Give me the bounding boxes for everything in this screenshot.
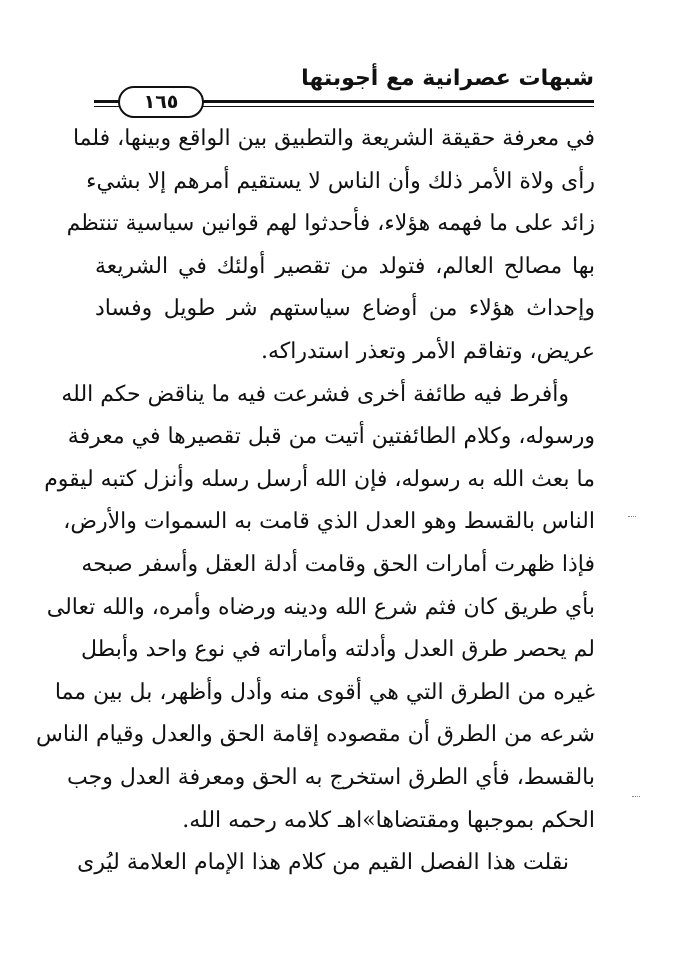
text-line: وأفرط فيه طائفة أخرى فشرعت فيه ما يناقض حكم الله [61,381,569,407]
text-line: ورسوله، وكلام الطائفتين أتيت من قبل تقصيرها في معرفة [67,424,595,450]
margin-speck [632,796,640,800]
page-number: ١٦٥ [118,86,204,118]
text-line: زائد على ما فهمه هؤلاء، فأحدثوا لهم قوانين سياسية تنتظم [66,211,595,237]
text-line: شرعه من الطرق أن مقصوده إقامة الحق والعدل وقيام الناس [36,722,595,748]
text-line: رأى ولاة الأمر ذلك وأن الناس لا يستقيم أمرهم إلا بشيء [86,168,595,194]
text-line: ما بعث الله به رسوله، فإن الله أرسل رسله وأنزل كتبه ليقوم [44,466,595,492]
text-line: غيره من الطرق التي هي أقوى منه وأدل وأظهر، بل بين مما [54,679,595,705]
text-line: بأي طريق كان فثم شرع الله ودينه ورضاه وأمره، والله تعالى [46,594,595,620]
text-line: وإحداث هؤلاء من أوضاع سياستهم شر طويل وفساد [95,296,595,322]
text-line: نقلت هذا الفصل القيم من كلام هذا الإمام العلامة ليُرى [77,850,569,876]
text-line: في معرفة حقيقة الشريعة والتطبيق بين الواقع وبينها، فلما [72,126,595,151]
body-text [36,118,595,885]
text-line: الناس بالقسط وهو العدل الذي قامت به السموات والأرض، [63,509,595,535]
text-line: بالقسط، فأي الطرق استخرج به الحق ومعرفة العدل وجب [67,764,595,790]
text-line: بها مصالح العالم، فتولد من تقصير أولئك في الشريعة [95,253,595,279]
text-line: الحكم بموجبها ومقتضاها»اهـ كلامه رحمه الله. [182,807,595,833]
text-line: عريض، وتفاقم الأمر وتعذر استدراكه. [261,338,595,364]
text-line: لم يحصر طرق العدل وأدلته وأماراته في نوع واحد وأبطل [81,637,595,663]
margin-speck [628,516,636,520]
text-line: فإذا ظهرت أمارات الحق وقامت أدلة العقل وأسفر صبحه [81,551,595,577]
running-header-title: شبهات عصرانية مع أجوبتها [301,66,594,91]
